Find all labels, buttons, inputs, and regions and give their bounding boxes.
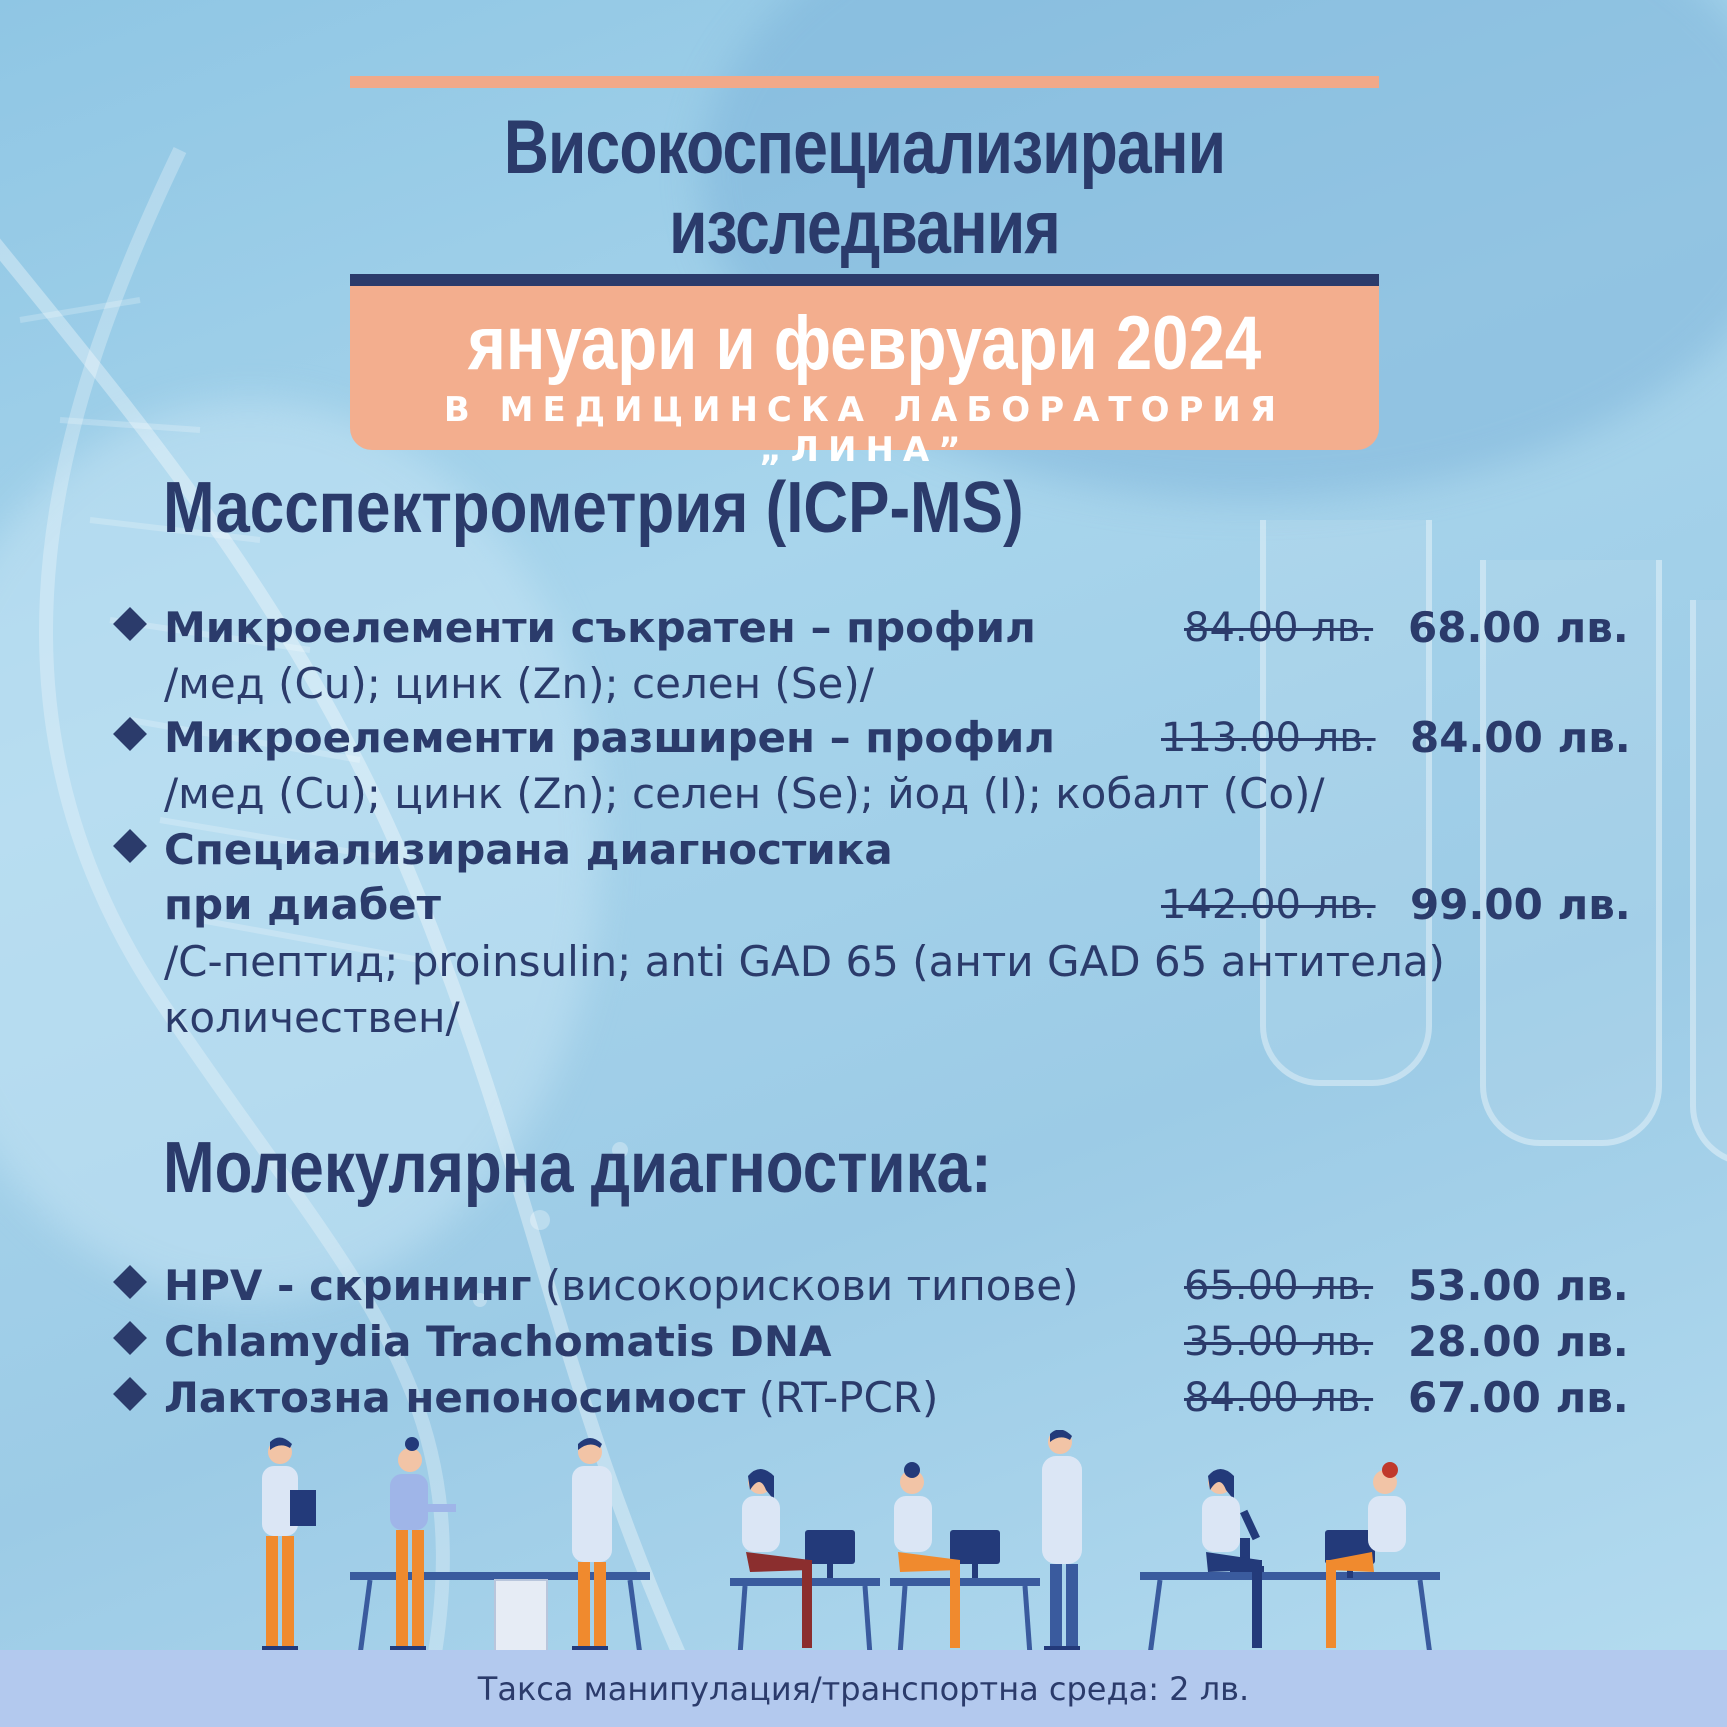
scientist-icon <box>572 1438 612 1652</box>
old-price: 84.00 лв. <box>1184 1375 1374 1421</box>
new-price: 84.00 лв. <box>1410 713 1631 762</box>
scientist-icon <box>1042 1430 1082 1652</box>
item-detail: /мед (Cu); цинк (Zn); селен (Se)/ <box>164 659 874 708</box>
section-title-mass-spectrometry: Масспектрометрия (ICP-MS) <box>163 468 1024 548</box>
item-name <box>164 1314 832 1370</box>
old-price: 35.00 лв. <box>1184 1319 1374 1365</box>
new-price: 53.00 лв. <box>1408 1261 1629 1310</box>
lab-name: В МЕДИЦИНСКА ЛАБОРАТОРИЯ „ЛИНА” <box>443 390 1286 470</box>
title-divider-bar <box>350 274 1379 286</box>
scientist-icon <box>262 1437 316 1652</box>
item-detail-line-2: количествен/ <box>164 993 460 1042</box>
title-line-1: Високоспециализирани <box>503 105 1226 190</box>
item-name: Специализирана диагностика <box>164 825 893 874</box>
item-detail: /C-пептид; proinsulin; anti GAD 65 (анти GAD 65 антитела) <box>164 937 1445 986</box>
item-name-main: Лактозна непоносимост <box>164 1373 746 1422</box>
item-name <box>164 1370 938 1426</box>
period-text: януари и февруари 2024 <box>467 301 1262 386</box>
scientist-icon <box>1202 1469 1262 1648</box>
old-price: 65.00 лв. <box>1184 1263 1374 1309</box>
scientist-icon <box>742 1469 812 1648</box>
period-banner <box>350 286 1379 470</box>
item-name-suffix: (RT-PCR) <box>745 1373 939 1422</box>
footer-note: Такса манипулация/транспортна среда: 2 лв. <box>477 1670 1250 1708</box>
cabinet-icon <box>495 1580 547 1655</box>
test-tube-decoration <box>1690 600 1727 1166</box>
old-price: 142.00 лв. <box>1161 882 1376 928</box>
old-price: 113.00 лв. <box>1161 715 1376 761</box>
lab-workers-illustration <box>250 1430 1450 1660</box>
new-price: 68.00 лв. <box>1408 603 1629 652</box>
page-title <box>443 105 1287 270</box>
scientist-icon <box>390 1437 456 1652</box>
old-price: 84.00 лв. <box>1184 605 1374 651</box>
item-name: Микроелементи съкратен – профил <box>164 603 1036 652</box>
item-name-line-2: при диабет <box>164 880 441 929</box>
section-title-molecular-diagnostics: Молекулярна диагностика: <box>163 1128 992 1208</box>
new-price: 28.00 лв. <box>1408 1317 1629 1366</box>
top-accent-bar <box>350 76 1379 88</box>
new-price: 67.00 лв. <box>1408 1373 1629 1422</box>
item-name-main: Chlamydia Trachomatis DNA <box>164 1317 832 1366</box>
title-line-2: изследвания <box>669 185 1060 270</box>
item-name <box>164 1258 1078 1314</box>
new-price: 99.00 лв. <box>1410 880 1631 929</box>
item-detail: /мед (Cu); цинк (Zn); селен (Se); йод (I); кобалт (Co)/ <box>164 769 1325 818</box>
item-name-suffix: (високорискови типове) <box>531 1261 1079 1310</box>
item-name-main: HPV - скрининг <box>164 1261 532 1310</box>
monitor-icon <box>805 1530 1375 1578</box>
item-name: Микроелементи разширен – профил <box>164 713 1056 762</box>
